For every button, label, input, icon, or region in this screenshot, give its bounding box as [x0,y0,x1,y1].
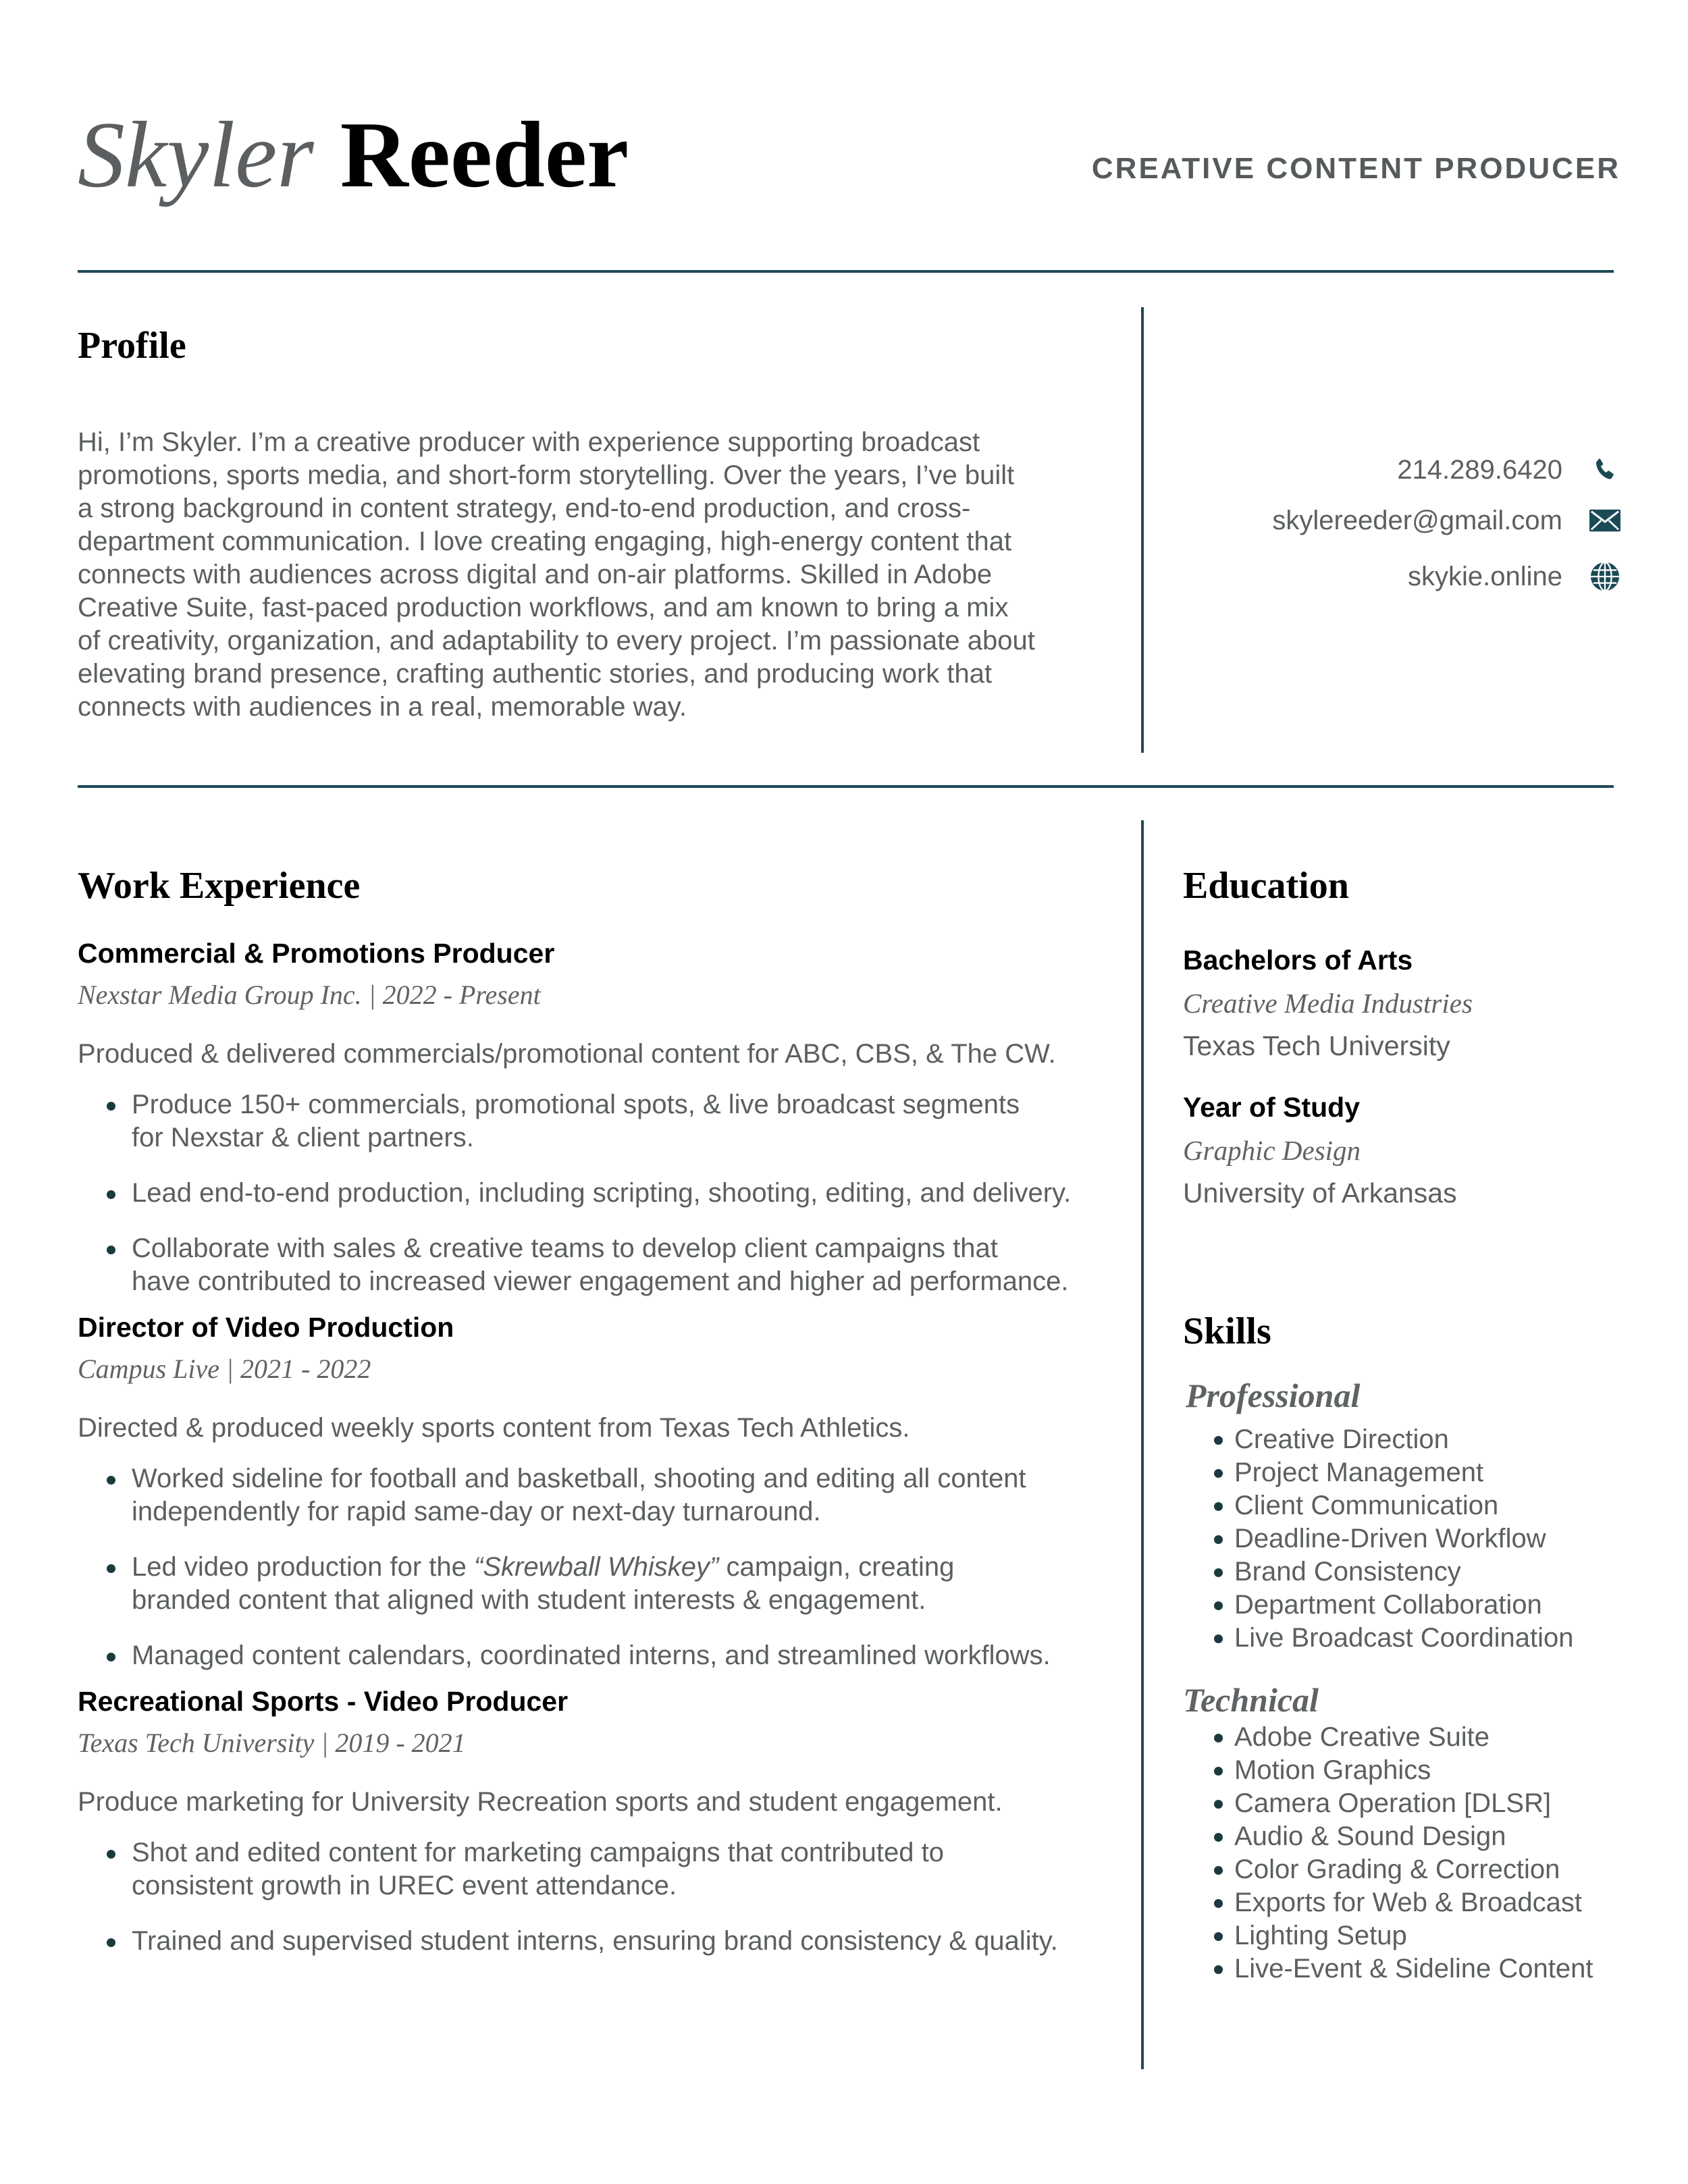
job-entry [78,938,1131,1298]
work-section [78,864,1131,1980]
job-bullet: Produce 150+ commercials, promotional spots, & live broadcast segments for Nexstar & client partners. [107,1088,1131,1154]
job-bullet: Shot and edited content for marketing campaigns that contributed to consistent growth in UREC event attendance. [107,1836,1131,1902]
skill-item: Motion Graphics [1214,1754,1622,1787]
contact-phone[interactable] [1397,454,1620,485]
job-bullet: Trained and supervised student interns, ensuring brand consistency & quality. [107,1925,1131,1958]
skill-item: Live-Event & Sideline Content [1214,1952,1622,1986]
job-bullets [107,1088,1131,1298]
profile-line: department communication. I love creating engaging, high-energy content that [78,527,1012,556]
job-title: Commercial & Promotions Producer [78,938,555,969]
skill-item: Client Communication [1214,1489,1622,1522]
job-title: Director of Video Production [78,1312,454,1343]
job-meta: Nexstar Media Group Inc. | 2022 - Present [78,980,541,1010]
skills-category-professional: Professional [1186,1377,1361,1414]
skill-item: Department Collaboration [1214,1589,1622,1622]
job-bullet: Lead end-to-end production, including scripting, shooting, editing, and delivery. [107,1177,1131,1210]
profile-line: connects with audiences in a real, memorable way. [78,692,687,722]
contact-email[interactable] [1272,505,1620,536]
degree: Year of Study [1183,1092,1361,1123]
skill-item: Exports for Web & Broadcast [1214,1886,1622,1919]
job-entry [78,1686,1131,1958]
profile-text [78,426,1131,724]
job-bullets [107,1836,1131,1958]
profile-line: Hi, I’m Skyler. I’m a creative producer with experience supporting broadcast [78,427,980,457]
skills-category-technical: Technical [1183,1681,1319,1719]
website-text[interactable]: skykie.online [1407,561,1562,591]
profile-title: Profile [78,325,186,367]
education-section [1183,864,1622,1209]
job-summary: Produced & delivered commercials/promotional content for ABC, CBS, & The CW. [78,1039,1056,1069]
skill-item: Lighting Setup [1214,1919,1622,1952]
skill-item: Camera Operation [DLSR] [1214,1787,1622,1820]
main-column-divider [1141,820,1144,2069]
field-of-study: Graphic Design [1183,1135,1361,1166]
profile-column-divider [1141,307,1144,753]
job-meta: Texas Tech University | 2019 - 2021 [78,1728,466,1758]
job-bullet: Led video production for the “Skrewball Whiskey” campaign, creating branded content that aligned with student interests & engagement. [107,1551,1131,1617]
job-bullet: Worked sideline for football and basketball, shooting and editing all content independently for rapid same-day or next-day turnaround. [107,1462,1131,1528]
profile-line: of creativity, organization, and adaptability to every project. I’m passionate about [78,626,1035,656]
job-bullets [107,1462,1131,1672]
job-role: CREATIVE CONTENT PRODUCER [1091,152,1620,185]
job-summary: Directed & produced weekly sports content from Texas Tech Athletics. [78,1413,910,1443]
education-title: Education [1183,865,1349,907]
phone-icon [1589,454,1620,485]
job-bullet: Collaborate with sales & creative teams to develop client campaigns that have contributed to increased viewer engagement and higher ad performance. [107,1232,1131,1298]
skill-item: Adobe Creative Suite [1214,1721,1622,1754]
phone-text[interactable]: 214.289.6420 [1397,454,1562,485]
profile-line: promotions, sports media, and short-form storytelling. Over the years, I’ve built [78,460,1015,490]
name-heading [78,100,629,209]
skill-item: Color Grading & Correction [1214,1853,1622,1886]
school-name: Texas Tech University [1183,1030,1450,1061]
envelope-icon [1589,505,1620,536]
school-name: University of Arkansas [1183,1177,1457,1208]
education-entry [1183,1092,1622,1209]
skills-title: Skills [1183,1310,1271,1352]
profile-line: Creative Suite, fast-paced production workflows, and am known to bring a mix [78,593,1009,622]
profile-divider [78,785,1614,788]
job-meta: Campus Live | 2021 - 2022 [78,1354,371,1384]
job-title: Recreational Sports - Video Producer [78,1686,569,1717]
skill-item: Project Management [1214,1456,1622,1489]
profile-line: connects with audiences across digital and on-air platforms. Skilled in Adobe [78,560,993,589]
professional-skills-list [1214,1423,1622,1655]
skills-section [1183,1310,1622,1986]
globe-icon [1589,561,1620,592]
header-divider [78,270,1614,273]
contact-website[interactable] [1408,561,1620,592]
skill-item: Deadline-Driven Workflow [1214,1522,1622,1555]
work-title: Work Experience [78,865,361,907]
skill-item: Creative Direction [1214,1423,1622,1456]
profile-line: elevating brand presence, crafting authentic stories, and producing work that [78,659,993,689]
last-name: Reeder [340,103,629,207]
profile-line: a strong background in content strategy, end-to-end production, and cross- [78,494,971,523]
job-summary: Produce marketing for University Recreation sports and student engagement. [78,1787,1003,1817]
first-name: Skyler [78,103,314,207]
skill-item: Live Broadcast Coordination [1214,1622,1622,1655]
skill-item: Audio & Sound Design [1214,1820,1622,1853]
technical-skills-list [1214,1721,1622,1986]
job-bullet: Managed content calendars, coordinated interns, and streamlined workflows. [107,1639,1131,1672]
email-text[interactable]: skylereeder@gmail.com [1272,505,1562,535]
skill-item: Brand Consistency [1214,1555,1622,1589]
degree: Bachelors of Arts [1183,944,1413,976]
job-entry [78,1312,1131,1672]
education-entry [1183,944,1622,1062]
field-of-study: Creative Media Industries [1183,988,1473,1019]
